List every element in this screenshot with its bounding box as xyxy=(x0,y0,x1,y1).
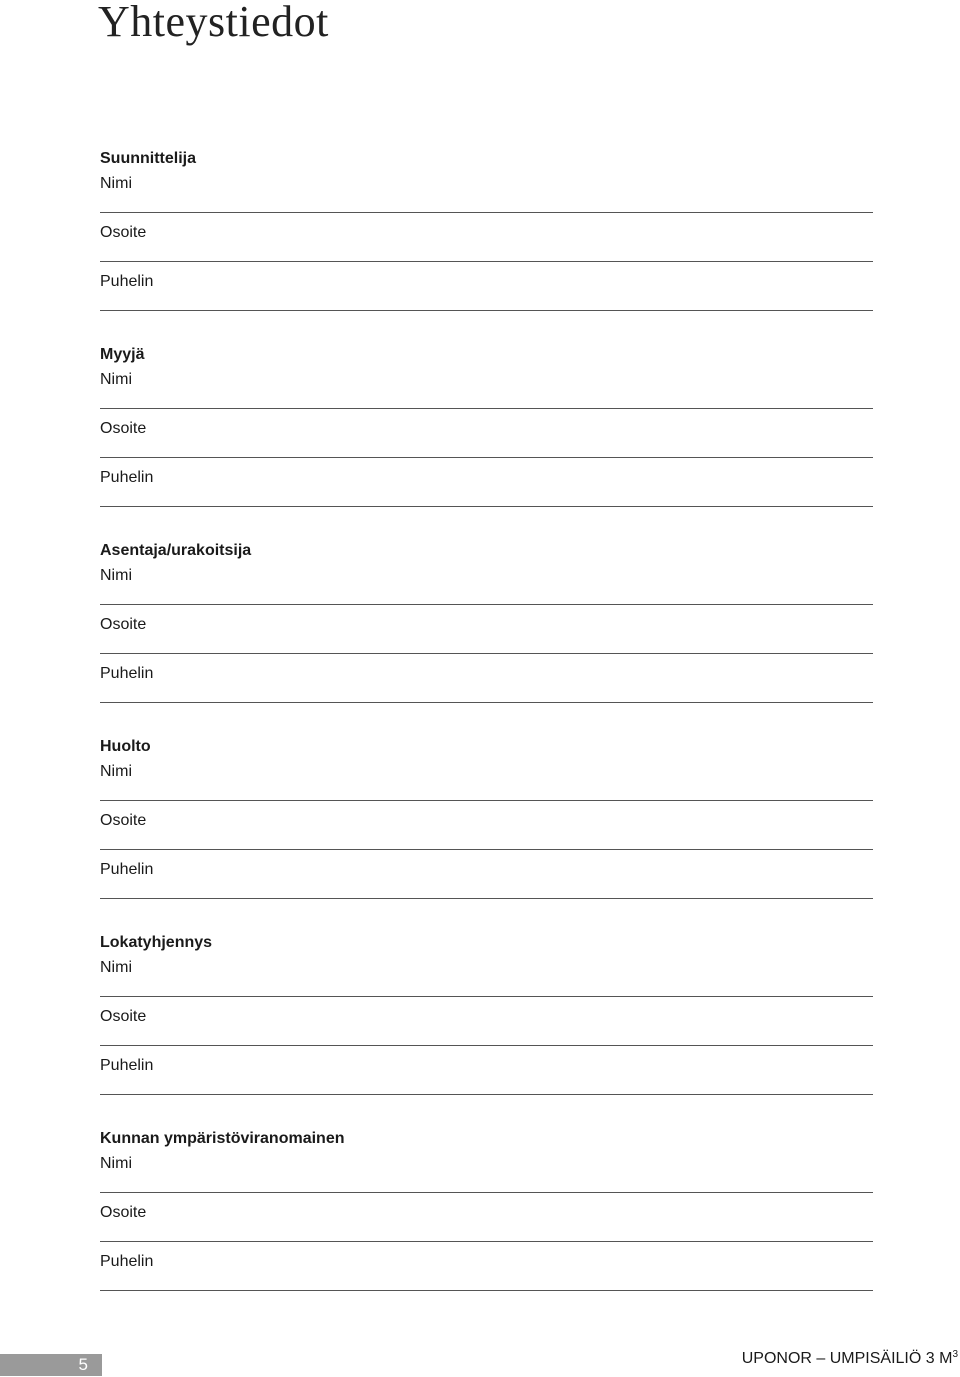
phone-label: Puhelin xyxy=(100,1057,154,1074)
address-field-line[interactable] xyxy=(100,849,873,850)
address-label: Osoite xyxy=(100,812,147,829)
name-label: Nimi xyxy=(100,959,132,976)
name-field-line[interactable] xyxy=(100,996,873,997)
name-label: Nimi xyxy=(100,175,132,192)
contact-section-maintenance xyxy=(100,739,873,914)
section-heading: Huolto xyxy=(100,738,151,755)
phone-label: Puhelin xyxy=(100,1253,154,1270)
name-label: Nimi xyxy=(100,567,132,584)
name-label: Nimi xyxy=(100,1155,132,1172)
address-field-line[interactable] xyxy=(100,1045,873,1046)
contact-section-seller xyxy=(100,347,873,522)
section-heading: Myyjä xyxy=(100,346,145,363)
section-heading: Kunnan ympäristöviranomainen xyxy=(100,1130,345,1147)
section-heading: Asentaja/urakoitsija xyxy=(100,542,252,559)
phone-field-line[interactable] xyxy=(100,702,873,703)
address-label: Osoite xyxy=(100,224,147,241)
footer-product-name xyxy=(742,1350,958,1368)
phone-field-line[interactable] xyxy=(100,1094,873,1095)
address-field-line[interactable] xyxy=(100,653,873,654)
page-number: 5 xyxy=(78,1355,88,1374)
address-label: Osoite xyxy=(100,420,147,437)
name-label: Nimi xyxy=(100,763,132,780)
name-field-line[interactable] xyxy=(100,800,873,801)
phone-label: Puhelin xyxy=(100,665,154,682)
name-field-line[interactable] xyxy=(100,408,873,409)
phone-field-line[interactable] xyxy=(100,506,873,507)
name-field-line[interactable] xyxy=(100,212,873,213)
contact-section-sludge-emptying xyxy=(100,935,873,1110)
phone-field-line[interactable] xyxy=(100,898,873,899)
phone-field-line[interactable] xyxy=(100,310,873,311)
name-field-line[interactable] xyxy=(100,604,873,605)
phone-label: Puhelin xyxy=(100,273,154,290)
section-heading: Lokatyhjennys xyxy=(100,934,213,951)
address-field-line[interactable] xyxy=(100,261,873,262)
product-name-text: UPONOR – UMPISÄILIÖ 3 M xyxy=(741,1350,953,1367)
section-heading: Suunnittelija xyxy=(100,150,196,167)
contact-section-environmental-authority xyxy=(100,1131,873,1306)
phone-label: Puhelin xyxy=(100,469,154,486)
name-field-line[interactable] xyxy=(100,1192,873,1193)
name-label: Nimi xyxy=(100,371,132,388)
phone-field-line[interactable] xyxy=(100,1290,873,1291)
contact-section-designer xyxy=(100,151,873,326)
unit-superscript: 3 xyxy=(952,1349,958,1360)
contact-section-installer xyxy=(100,543,873,718)
address-label: Osoite xyxy=(100,1204,147,1221)
address-label: Osoite xyxy=(100,616,147,633)
address-label: Osoite xyxy=(100,1008,147,1025)
phone-label: Puhelin xyxy=(100,861,154,878)
address-field-line[interactable] xyxy=(100,457,873,458)
page-number-tab xyxy=(0,1354,102,1376)
address-field-line[interactable] xyxy=(100,1241,873,1242)
page-title: Yhteystiedot xyxy=(98,0,329,46)
